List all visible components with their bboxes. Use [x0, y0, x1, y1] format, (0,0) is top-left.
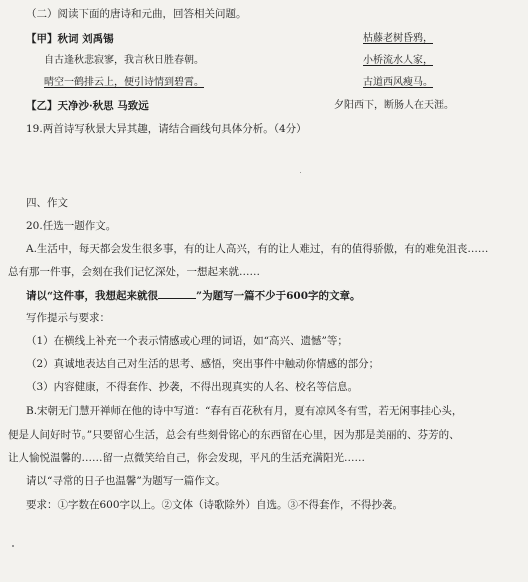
poem-b-line-4: 夕阳西下，断肠人在天涯。: [334, 100, 454, 111]
poem-b-line-2: [363, 54, 433, 68]
poem-b-line-1-text: 枯藤老树昏鸦，: [363, 33, 433, 44]
option-a-prompt-post: ”为题写一篇不少于600字的文章。: [196, 290, 361, 302]
poem-a-line-2-text: 晴空一鹤排云上，便引诗情到碧霄。: [44, 77, 204, 88]
title-blank-line: [158, 288, 196, 299]
poem-b-line-2-text: 小桥流水人家，: [363, 55, 433, 66]
tip-1: （1）在横线上补充一个表示情感或心理的词语，如“高兴、遗憾”等；: [26, 335, 348, 347]
option-b-para-2: 便是人间好时节。”只要留心生活，总会有些刻骨铭心的东西留在心里，因为那是美丽的、芬芳的、: [8, 429, 460, 441]
tip-3: （3）内容健康，不得套作、抄袭，不得出现真实的人名、校名等信息。: [26, 381, 359, 393]
option-a-para-1: A.生活中，每天都会发生很多事，有的让人高兴，有的让人难过，有的值得骄傲，有的难免沮丧……: [26, 243, 489, 255]
option-a-prompt-pre: 请以“这件事，我想起来就很: [26, 290, 159, 302]
section-4-heading: 四、作文: [26, 197, 68, 209]
poem-a-line-2: [44, 76, 204, 90]
poem-b-line-3-text: 古道西风瘦马。: [363, 77, 433, 88]
tips-heading: 写作提示与要求：: [26, 312, 110, 324]
option-b-para-1: B.宋朝无门慧开禅师在他的诗中写道：“春有百花秋有月，夏有凉风冬有雪，若无闲事挂心头，: [26, 405, 463, 417]
poem-b-line-1: [363, 32, 433, 46]
option-a-prompt: [26, 288, 361, 303]
scan-speck: [12, 545, 14, 547]
tip-2: （2）真诚地表达自己对生活的思考、感悟，突出事件中触动你情感的部分；: [26, 358, 380, 370]
poem-b-title: 【乙】天净沙·秋思 马致远: [26, 100, 149, 112]
section-2-heading: （二）阅读下面的唐诗和元曲，回答相关问题。: [26, 8, 247, 20]
option-b-prompt: 请以“寻常的日子也温馨”为题写一篇作文。: [26, 475, 226, 487]
option-a-para-2: 总有那一件事，会刻在我们记忆深处，一想起来就……: [8, 266, 260, 278]
scan-speck: [300, 172, 301, 173]
requirements: 要求：①字数在600字以上。②文体（诗歌除外）自选。③不得套作，不得抄袭。: [26, 499, 404, 511]
poem-b-line-3: [363, 76, 433, 90]
option-b-para-3: 让人愉悦温馨的……留一点微笑给自己，你会发现，平凡的生活充满阳光……: [8, 452, 365, 464]
question-20: 20.任选一题作文。: [26, 220, 117, 232]
question-19: 19.两首诗写秋景大异其趣，请结合画线句具体分析。（4分）: [26, 123, 307, 135]
poem-a-title: 【甲】秋词 刘禹锡: [26, 33, 114, 45]
poem-a-line-1: 自古逢秋悲寂寥，我言秋日胜春朝。: [44, 55, 204, 66]
